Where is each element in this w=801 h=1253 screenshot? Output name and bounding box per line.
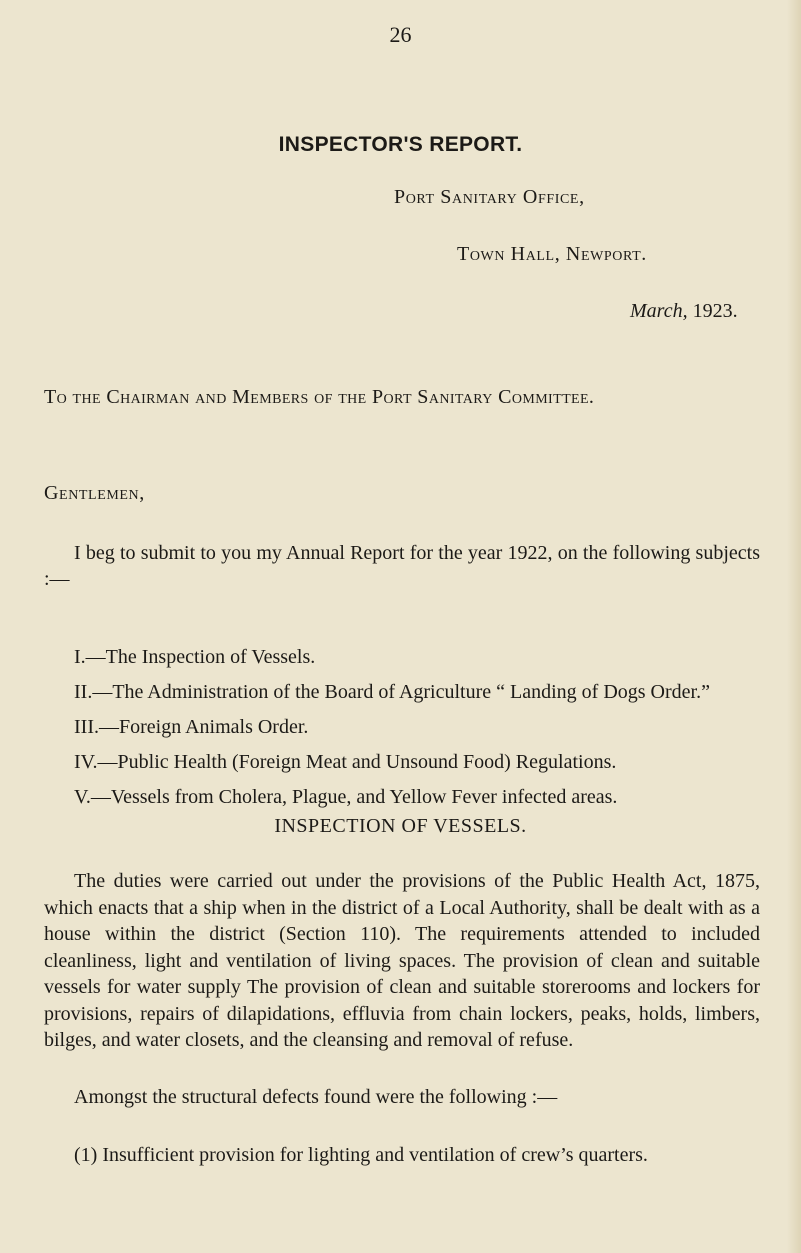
subject-item: II.—The Administration of the Board of Agriculture “ Landing of Dogs Order.”: [74, 681, 710, 703]
intro-paragraph: I beg to submit to you my Annual Report for the year 1922, on the following subjects :—: [44, 542, 760, 590]
subject-item: V.—Vessels from Cholera, Plague, and Yellow Fever infected areas.: [74, 786, 618, 808]
subject-list: [74, 644, 764, 819]
report-title: INSPECTOR'S REPORT.: [278, 133, 523, 156]
report-date: [630, 300, 738, 323]
address-line-office: Port Sanitary Office,: [394, 186, 585, 208]
greeting: Gentlemen,: [44, 482, 145, 504]
report-date-year: 1923.: [692, 300, 738, 322]
defect-item: (1) Insufficient provision for lighting and ventilation of crew’s quarters.: [74, 1144, 648, 1166]
defects-intro-paragraph: Amongst the structural defects found were the following :—: [74, 1086, 558, 1108]
subject-item: I.—The Inspection of Vessels.: [74, 646, 316, 668]
addressee-line: To the Chairman and Members of the Port Sanitary Committee.: [44, 386, 595, 408]
subject-item: III.—Foreign Animals Order.: [74, 716, 309, 738]
duties-paragraph: The duties were carried out under the provisions of the Public Health Act, 1875, which enacts that a ship when in the district of a Local Authority, shall be dealt with as a house within the district (Section 110). The requirements attended to included cleanliness, light and ventilation of living spaces. The provision of clean and suitable vessels for water supply The provision of clean and suitable storerooms and lockers for provisions, repairs of dilapidations, effluvia from chain lockers, peaks, holds, limbers, bilges, and water closets, and the cleansing and removal of refuse.: [44, 870, 760, 1051]
subject-item: IV.—Public Health (Foreign Meat and Unsound Food) Regulations.: [74, 751, 617, 773]
address-line-town-hall: Town Hall, Newport.: [457, 243, 647, 265]
section-heading: INSPECTION OF VESSELS.: [274, 815, 527, 837]
page-edge-shadow: [787, 0, 801, 1253]
page-number: 26: [389, 22, 412, 47]
report-date-month: March,: [630, 300, 688, 322]
